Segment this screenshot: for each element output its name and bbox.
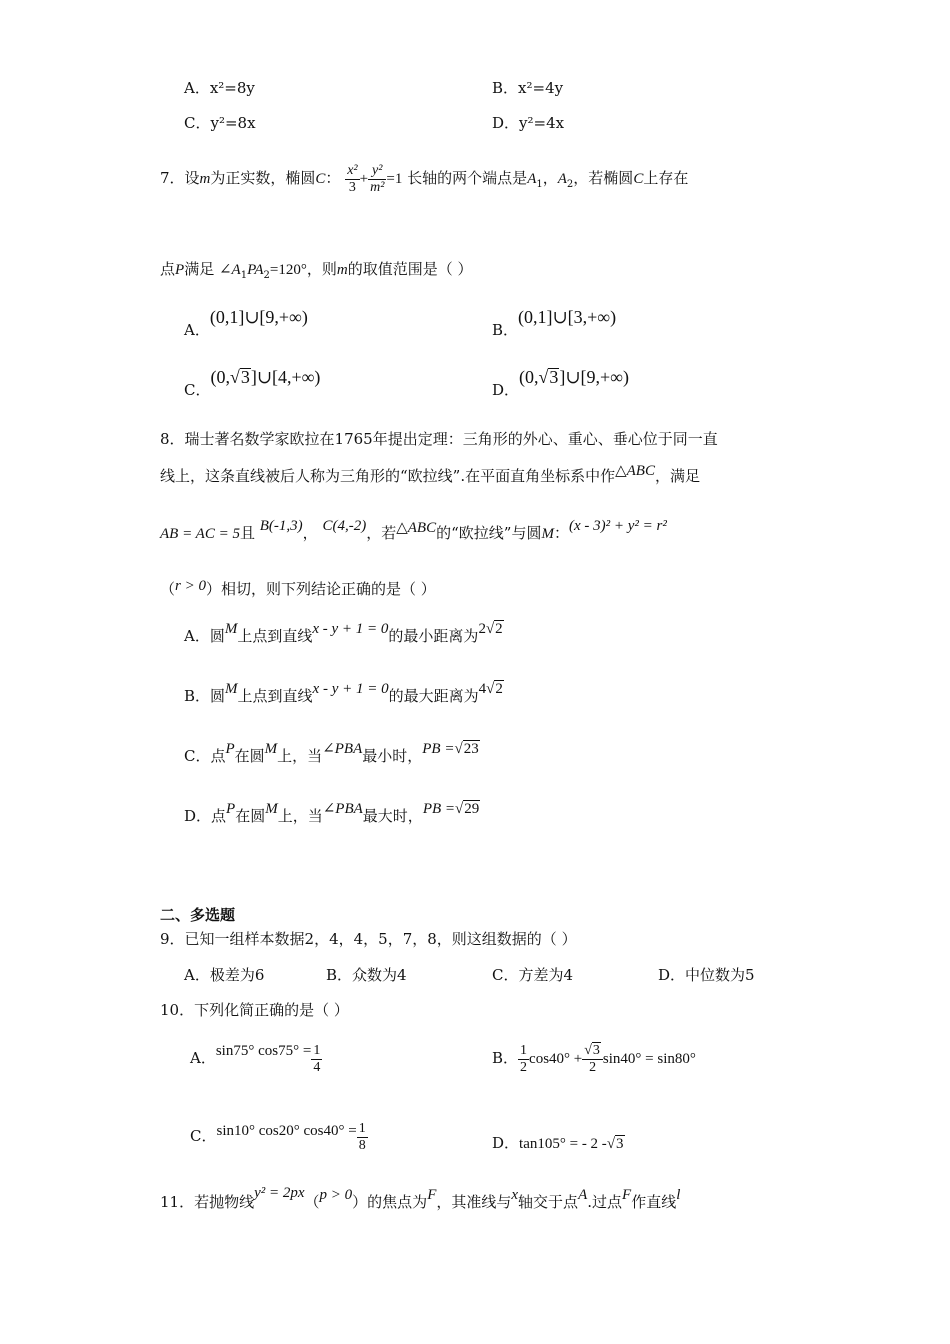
q7-option-d-expr: (0,√3]∪[9,+∞): [519, 367, 629, 387]
q10-c-expr: sin10° cos20° cos40° =: [216, 1123, 357, 1139]
frac-num: y²: [368, 163, 386, 180]
q7-var-m: m: [199, 171, 211, 187]
q11-text: （: [304, 1193, 320, 1211]
q7-option-a-expr: (0,1]∪[9,+∞): [209, 307, 308, 327]
q11-text: 作直线: [631, 1193, 677, 1211]
q7-a2-sub: 2: [566, 179, 574, 190]
q7-angle-sub: 1: [240, 270, 248, 281]
q7-option-b-expr: (0,1]∪[3,+∞): [518, 307, 617, 327]
option-label: C．: [184, 381, 211, 399]
frac-den: 3: [348, 179, 356, 195]
option-label: D．: [492, 1134, 520, 1152]
q8-circle-m: M: [265, 801, 278, 817]
q8-option-a: [184, 621, 504, 646]
q9-option-a: A．极差为6: [184, 966, 265, 984]
q7-text: ，则: [306, 260, 337, 278]
q7-angle: PA: [247, 262, 264, 278]
q8-c-value: PB =√23: [422, 741, 479, 757]
q8-line-eq: x - y + 1 = 0: [312, 621, 389, 637]
q7-text: 的取值范围是（ ）: [347, 260, 473, 278]
q10-d-expr: tan105° = - 2 -: [519, 1136, 607, 1152]
sqrt-radicand: 3: [616, 1136, 624, 1152]
q7-var-c: C: [315, 171, 326, 187]
q6-option-b: B．x²=4y: [492, 79, 564, 97]
sqrt-radicand: 2: [495, 621, 503, 637]
q8-text: 在圆: [235, 807, 266, 825]
q7-text: 上存在: [643, 169, 689, 187]
sqrt-radicand: 3: [549, 367, 559, 387]
expr-part: PB =: [422, 801, 456, 817]
q8-text: 的最小距离为: [388, 627, 479, 645]
q7-angle-value: =120°: [269, 262, 307, 278]
q8-text: 上，当: [277, 807, 323, 825]
q8-option-b: [184, 681, 504, 706]
q11-text: 11．若抛物线: [160, 1193, 255, 1211]
q10-option-c: [190, 1116, 368, 1157]
q8-text: 且: [239, 524, 255, 542]
q8-option-c: [184, 741, 480, 766]
frac-num: 1: [520, 1042, 528, 1058]
sqrt-radicand: 29: [464, 801, 480, 817]
q11-text: ，其准线与: [436, 1193, 512, 1211]
expr-part: (0,: [210, 367, 230, 387]
q11-text: 轴交于点: [518, 1193, 579, 1211]
q8-text: ，: [302, 524, 318, 542]
option-label: A．: [184, 321, 210, 339]
q8-point-p: P: [226, 801, 236, 817]
q8-circle-m: M: [541, 526, 554, 542]
q7-text: 点: [160, 260, 176, 278]
q8-text: B．圆: [184, 687, 226, 705]
q11-line-1: [160, 1185, 681, 1212]
q7-var-m: m: [336, 262, 348, 278]
q10-stem: 10．下列化简正确的是（ ）: [160, 1001, 349, 1019]
q10-option-b: [492, 1038, 696, 1079]
q7-angle-sub: 2: [263, 270, 270, 281]
q11-p-cond: p > 0: [319, 1187, 353, 1203]
q7-text: ：: [325, 169, 341, 187]
q10-a-frac: [311, 1043, 322, 1076]
q8-b-value: 4√2: [478, 681, 503, 697]
q8-text: D．点: [184, 807, 227, 825]
sqrt-radicand: 3: [240, 367, 250, 387]
q7-option-a: [184, 307, 308, 339]
q10-a-expr: sin75° cos75° =: [215, 1043, 312, 1059]
frac-den: 4: [313, 1059, 321, 1075]
frac-den: 2: [589, 1060, 597, 1075]
q10-b-frac1: [518, 1043, 529, 1076]
q8-text: ）相切，则下列结论正确的是（ ）: [205, 580, 436, 598]
expr-part: ]∪[4,+∞): [250, 367, 321, 387]
q8-circle-m: M: [264, 741, 278, 757]
coef: 4: [478, 681, 487, 697]
q11-parabola-eq: y² = 2px: [254, 1185, 305, 1201]
q7-a2: A: [557, 171, 567, 187]
expr-part: ]∪[9,+∞): [559, 367, 629, 387]
q10-b-expr: cos40° +: [529, 1051, 583, 1067]
q8-line-eq: x - y + 1 = 0: [312, 681, 389, 697]
q8-text: 最小时，: [362, 747, 423, 765]
option-label: B．: [492, 321, 519, 339]
q8-point-p: P: [225, 741, 235, 757]
q10-c-frac: [357, 1121, 368, 1154]
q9-option-c: C．方差为4: [492, 966, 574, 984]
q8-a-value: 2√2: [478, 621, 503, 637]
expr-part: (0,: [519, 367, 539, 387]
frac-den: 8: [358, 1137, 366, 1153]
q9-option-b: B．众数为4: [326, 966, 407, 984]
q7-line-1: [160, 158, 688, 199]
q9-option-d: D．中位数为5: [658, 966, 755, 984]
q7-a1: A: [527, 171, 537, 187]
q7-frac-x: [345, 163, 359, 196]
sqrt-radicand: 3: [592, 1043, 600, 1058]
q11-point-a: A: [578, 1187, 588, 1203]
q8-condition: AB = AC = 5: [160, 526, 240, 542]
q7-var-p: P: [175, 262, 185, 278]
q8-text: A．圆: [184, 627, 225, 645]
q8-circle-eq: (x - 3)² + y² = r²: [568, 518, 667, 534]
q8-line-1: 8．瑞士著名数学家欧拉在1765年提出定理：三角形的外心、重心、垂心位于同一直: [160, 430, 718, 448]
q7-option-c-expr: (0,√3]∪[4,+∞): [210, 367, 321, 387]
q8-point-b: B(-1,3): [259, 518, 303, 534]
q7-option-d: [492, 367, 629, 399]
q11-line-l: l: [676, 1187, 681, 1203]
q8-text: 线上，这条直线被后人称为三角形的“欧拉线”.在平面直角坐标系中作: [160, 467, 616, 485]
q8-text: ，满足: [654, 467, 700, 485]
q8-text: 上，当: [277, 747, 323, 765]
q11-text: .过点: [587, 1193, 623, 1211]
q8-text: ：: [553, 524, 569, 542]
q7-angle: ∠A: [218, 262, 241, 278]
q6-option-d: D．y²=4x: [492, 114, 565, 132]
q6-option-a: A．x²=8y: [184, 79, 255, 97]
q7-eq: =1: [386, 171, 403, 187]
coef: 2: [478, 621, 486, 637]
q8-text: 在圆: [234, 747, 265, 765]
sqrt-radicand: 2: [495, 681, 503, 697]
q8-circle-m: M: [224, 621, 238, 637]
sqrt-radicand: 23: [463, 741, 479, 757]
q8-text: 的最大距离为: [388, 687, 479, 705]
q7-text: 7．设: [160, 169, 200, 187]
expr-part: PB =: [422, 741, 455, 757]
section-title: 二、多选题: [160, 906, 236, 924]
q8-r-cond: r > 0: [175, 578, 206, 594]
option-label: A．: [190, 1049, 216, 1067]
q8-text: 的“欧拉线”与圆: [436, 524, 542, 542]
q8-triangle: △ABC: [396, 520, 437, 536]
option-label: D．: [492, 381, 520, 399]
q8-option-d: [184, 801, 480, 826]
option-label: C．: [190, 1127, 217, 1145]
q8-text: 上点到直线: [237, 687, 313, 705]
q8-d-value: PB =√29: [422, 801, 480, 817]
q11-focus: F: [622, 1187, 632, 1203]
q7-option-c: [184, 367, 321, 399]
q7-text: 为正实数，椭圆: [210, 169, 316, 187]
q10-option-a: [190, 1038, 322, 1079]
q8-circle-m: M: [225, 681, 238, 697]
q8-text: （: [160, 580, 176, 598]
q11-focus: F: [427, 1187, 437, 1203]
q10-b-frac2: $\frac{√3}{2}$: [582, 1042, 603, 1076]
frac-num: x²: [347, 162, 358, 178]
q8-line-2: [160, 463, 700, 486]
q8-angle: ∠PBA: [322, 801, 363, 817]
q7-a1-sub: 1: [536, 179, 543, 190]
q7-var-c: C: [633, 171, 644, 187]
q10-b-expr: sin40° = sin80°: [602, 1051, 696, 1067]
option-label: B．: [492, 1049, 519, 1067]
q7-text: ，若椭圆: [573, 169, 634, 187]
q8-text: 最大时，: [362, 807, 423, 825]
frac-num: 1: [358, 1120, 366, 1136]
q8-point-c: C(4,-2): [322, 518, 367, 534]
q7-frac-y: [368, 163, 386, 196]
q7-text: 满足: [184, 260, 215, 278]
q7-option-b: [492, 307, 617, 339]
frac-num: 1: [313, 1042, 321, 1058]
q10-option-d: D．tan105° = - 2 -√3: [492, 1134, 624, 1152]
q11-text: ）的焦点为: [352, 1193, 428, 1211]
q6-option-c: C．y²=8x: [184, 114, 256, 132]
q11-x-axis: x: [511, 1187, 519, 1203]
q8-triangle: △ABC: [615, 463, 655, 479]
q8-text: 上点到直线: [237, 627, 313, 645]
frac-den: m²: [370, 179, 385, 195]
q8-angle: ∠PBA: [322, 741, 363, 757]
q7-text: ，: [542, 169, 558, 187]
q8-line-4: [160, 580, 436, 599]
q7-plus: +: [359, 171, 369, 187]
q7-text: 长轴的两个端点是: [407, 169, 528, 187]
frac-den: 2: [520, 1059, 528, 1075]
q8-text: ，若: [366, 524, 397, 542]
q9-stem: 9．已知一组样本数据2，4，4，5，7，8，则这组数据的（ ）: [160, 930, 577, 948]
q8-line-3: [160, 518, 667, 543]
q7-line-2: [160, 260, 472, 279]
q8-text: C．点: [184, 747, 226, 765]
